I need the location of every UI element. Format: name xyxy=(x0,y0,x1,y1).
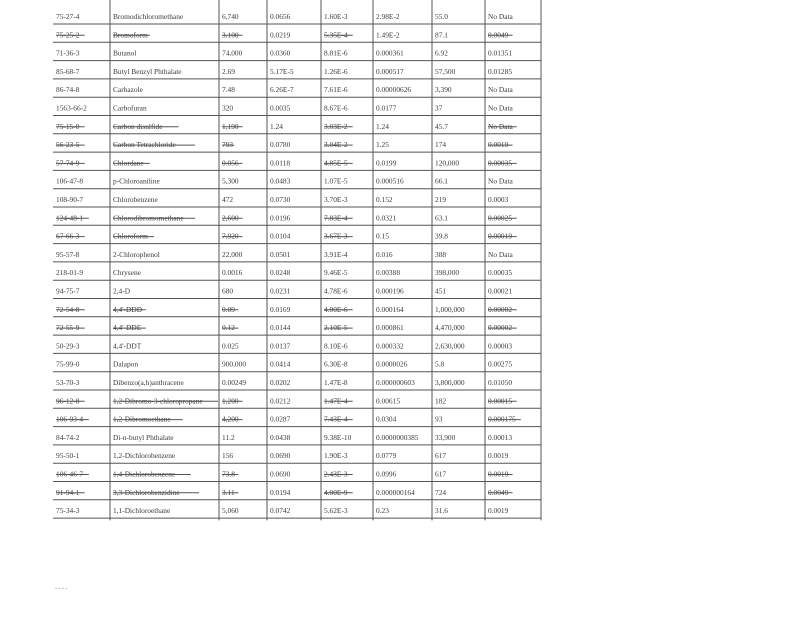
table-cell: 617 xyxy=(435,469,447,479)
table-cell: 0.0779 xyxy=(376,451,397,461)
table-cell: 9.46E-5 xyxy=(324,268,348,278)
table-cell: 5.35E-4 xyxy=(324,30,348,40)
table-cell: 7,920 xyxy=(222,231,239,241)
table-cell: 75-27-4 xyxy=(56,12,80,21)
table-cell: 66.1 xyxy=(435,176,448,186)
table-cell: 0.0000000385 xyxy=(376,432,419,442)
table-cell: No Data xyxy=(488,12,513,21)
table-cell: 0.15 xyxy=(376,231,389,241)
table-cell: 0.0219 xyxy=(270,30,291,40)
table-cell: 0.00615 xyxy=(376,396,401,406)
table-cell: 94-75-7 xyxy=(56,286,80,296)
table-cell: No Data xyxy=(488,85,513,95)
table-cell: 0.00002 xyxy=(488,304,513,314)
table-cell: 57-74-9 xyxy=(56,158,80,168)
table-cell: 2.10E-5 xyxy=(324,323,348,333)
table-cell: 0.0118 xyxy=(270,158,291,168)
table-cell: 5,060 xyxy=(222,506,239,516)
table-cell: 6,740 xyxy=(222,12,239,21)
table-cell: 4.00E-9 xyxy=(324,487,348,497)
table-cell: 75-34-3 xyxy=(56,506,80,516)
table-cell: 0.000517 xyxy=(376,66,404,76)
table-cell: 0.09 xyxy=(222,304,235,314)
table-cell: 4.78E-6 xyxy=(324,286,348,296)
table-cell: 2,600 xyxy=(222,213,239,223)
table-cell: 0.0248 xyxy=(270,268,291,278)
table-cell: 451 xyxy=(435,286,447,296)
table-cell: Chlorodibromomethane xyxy=(113,213,184,223)
table-cell: 4,4'-DDT xyxy=(113,341,142,351)
table-cell: 0.00015 xyxy=(488,396,513,406)
table-cell: 45.7 xyxy=(435,121,448,131)
table-cell: 71-36-3 xyxy=(56,48,80,58)
table-cell: 8.10E-6 xyxy=(324,341,348,351)
table-cell: 0.00275 xyxy=(488,359,513,369)
table-cell: 4,4'-DDE xyxy=(113,323,142,333)
table-cell: 0.0016 xyxy=(222,268,243,278)
table-cell: 0.00249 xyxy=(222,378,247,387)
table-cell: 680 xyxy=(222,286,234,296)
table-cell: 53-70-3 xyxy=(56,378,80,387)
table-cell: 0.0199 xyxy=(376,158,397,168)
table-cell: 95-57-8 xyxy=(56,249,80,259)
table-cell: 3,3-Dichlorobenzidine xyxy=(113,487,180,497)
table-cell: 0.056 xyxy=(222,158,239,168)
table-cell: 0.01351 xyxy=(488,48,513,58)
table-cell: 900,000 xyxy=(222,359,247,369)
table-cell: 57,500 xyxy=(435,66,456,76)
table-cell: 0.0019 xyxy=(488,506,509,516)
table-cell: 3,100 xyxy=(222,30,239,40)
table-cell: 0.000861 xyxy=(376,323,404,333)
table-cell: 6.26E-7 xyxy=(270,85,294,95)
table-cell: 73.8 xyxy=(222,469,235,479)
table-cell: 56-23-5 xyxy=(56,140,80,150)
table-cell: 0.000196 xyxy=(376,286,404,296)
table-cell: 156 xyxy=(222,451,234,461)
table-cell: 85-68-7 xyxy=(56,66,80,76)
table-cell: 1.24 xyxy=(270,121,283,131)
table-cell: 2.43E-3 xyxy=(324,469,348,479)
table-cell: 4.85E-5 xyxy=(324,158,348,168)
table-cell: 50-29-3 xyxy=(56,341,80,351)
table-cell: 0.000164 xyxy=(376,304,404,314)
table-cell: 96-12-8 xyxy=(56,396,80,406)
table-cell: Bromodichloromethane xyxy=(113,12,184,21)
table-cell: 724 xyxy=(435,487,447,497)
table-cell: 0.0231 xyxy=(270,286,291,296)
table-cell: 0.00003 xyxy=(488,341,513,351)
table-cell: 8.81E-6 xyxy=(324,48,348,58)
table-cell: 37 xyxy=(435,103,443,113)
table-cell: 1.49E-2 xyxy=(376,30,400,40)
table-cell: Chlordane xyxy=(113,158,144,168)
table-cell: 91-94-1 xyxy=(56,487,80,497)
table-cell: 2-Chlorophenol xyxy=(113,249,160,259)
table-cell: 3.11 xyxy=(222,487,235,497)
table-cell: 0.000361 xyxy=(376,48,404,58)
table-cell: 0.0035 xyxy=(270,103,291,113)
table-cell: 0.000000603 xyxy=(376,378,415,387)
table-cell: 0.0304 xyxy=(376,414,397,424)
table-cell: 0.0438 xyxy=(270,432,291,442)
table-cell: 320 xyxy=(222,103,234,113)
table-cell: 0.0049 xyxy=(488,30,509,40)
table-cell: 63.1 xyxy=(435,213,448,223)
table-cell: 3.67E-3 xyxy=(324,231,348,241)
table-cell: 0.01050 xyxy=(488,378,513,387)
table-cell: 1,2-Dibromo-3-chloropropane xyxy=(113,396,203,406)
table-cell: 0.025 xyxy=(222,341,239,351)
table-cell: 617 xyxy=(435,451,447,461)
table-cell: 0.0169 xyxy=(270,304,291,314)
table-cell: 0.0019 xyxy=(488,451,509,461)
table-cell: 0.0194 xyxy=(270,487,291,497)
page-footer-mark: - - - - xyxy=(55,586,68,592)
table-cell: 2.98E-2 xyxy=(376,12,400,21)
table-cell: Di-n-butyl Phthalate xyxy=(113,432,174,442)
table-cell: 3.03E-2 xyxy=(324,121,348,131)
table-cell: 55.0 xyxy=(435,12,448,21)
table-cell: No Data xyxy=(488,121,513,131)
table-cell: Bromoform xyxy=(113,30,148,40)
table-cell: 84-74-2 xyxy=(56,432,80,442)
table-cell: 0.00002 xyxy=(488,323,513,333)
table-cell: 3,390 xyxy=(435,85,452,95)
table-cell: 7.48 xyxy=(222,85,235,95)
table-cell: 0.0019 xyxy=(488,469,509,479)
table-cell: 2,630,000 xyxy=(435,341,465,351)
table-cell: p-Chloroaniline xyxy=(113,176,160,186)
table-cell: 1.26E-6 xyxy=(324,66,348,76)
table-cell: 2,4-D xyxy=(113,286,131,296)
table-cell: 0.00019 xyxy=(488,231,513,241)
table-cell: 4.00E-6 xyxy=(324,304,348,314)
table-cell: 0.0690 xyxy=(270,469,291,479)
table-cell: 0.00388 xyxy=(376,268,401,278)
table-cell: Butyl Benzyl Phthalate xyxy=(113,66,182,76)
table-cell: 1.25 xyxy=(376,140,389,150)
table-cell: 95-50-1 xyxy=(56,451,80,461)
table-cell: 0.000175 xyxy=(488,414,516,424)
table-cell: 1.24 xyxy=(376,121,389,131)
table-cell: 31.6 xyxy=(435,506,448,516)
table-cell: 5.17E-5 xyxy=(270,66,294,76)
table-cell: 0.0137 xyxy=(270,341,291,351)
table-cell: 0.0003 xyxy=(488,195,509,204)
table-cell: 74,000 xyxy=(222,48,243,58)
table-cell: 0.12 xyxy=(222,323,235,333)
table-cell: 0.00035 xyxy=(488,158,513,168)
table-cell: 106-46-7 xyxy=(56,469,84,479)
table-cell: No Data xyxy=(488,249,513,259)
table-cell: 174 xyxy=(435,140,447,150)
table-cell: No Data xyxy=(488,176,513,186)
table-cell: 0.0212 xyxy=(270,396,291,406)
table-cell: 75-25-2 xyxy=(56,30,80,40)
table-cell: 9.38E-10 xyxy=(324,432,352,442)
table-cell: 1.47E-4 xyxy=(324,396,348,406)
table-cell: 0.0780 xyxy=(270,140,291,150)
table-cell: 72-55-9 xyxy=(56,323,80,333)
table-cell: 7.83E-4 xyxy=(324,213,348,223)
table-cell: 1,200 xyxy=(222,396,239,406)
table-cell: 1.07E-5 xyxy=(324,176,348,186)
table-cell: 0.00000626 xyxy=(376,85,412,95)
table-cell: Carbon disulfide xyxy=(113,121,163,131)
table-cell: 106-47-8 xyxy=(56,176,84,186)
table-cell: 3.70E-3 xyxy=(324,195,348,204)
table-cell: 7.61E-6 xyxy=(324,85,348,95)
table-cell: 5.62E-3 xyxy=(324,506,348,516)
table-cell: 0.0177 xyxy=(376,103,397,113)
table-cell: 39.8 xyxy=(435,231,448,241)
table-cell: 0.152 xyxy=(376,195,393,204)
table-cell: 3,800,000 xyxy=(435,378,465,387)
table-cell: 124-48-1 xyxy=(56,213,84,223)
table-cell: 1,1-Dichloroethane xyxy=(113,506,171,516)
table-cell: 0.016 xyxy=(376,249,393,259)
table-cell: 4,200 xyxy=(222,414,239,424)
table-cell: 0.0360 xyxy=(270,48,291,58)
table-cell: 87.1 xyxy=(435,30,448,40)
table-cell: 793 xyxy=(222,140,234,150)
table-cell: Dibenzo(a,h)anthracene xyxy=(113,378,184,387)
table-cell: 0.0019 xyxy=(488,140,509,150)
table-cell: 472 xyxy=(222,195,234,204)
table-cell: 3.04E-2 xyxy=(324,140,348,150)
table-cell: 7.43E-4 xyxy=(324,414,348,424)
table-cell: 67-66-3 xyxy=(56,231,80,241)
table-cell: 0.0656 xyxy=(270,12,291,21)
table-cell: 1,4-Dichlorobenzene xyxy=(113,469,176,479)
table-cell: 33,900 xyxy=(435,432,456,442)
table-cell: 0.0287 xyxy=(270,414,291,424)
table-cell: Chrysene xyxy=(113,268,141,278)
table-cell: 8.67E-6 xyxy=(324,103,348,113)
table-cell: 3.91E-4 xyxy=(324,249,348,259)
table-cell: 5,300 xyxy=(222,176,239,186)
table-cell: 0.0501 xyxy=(270,249,291,259)
table-cell: 0.000000164 xyxy=(376,487,415,497)
table-cell: 75-15-0 xyxy=(56,121,80,131)
table-cell: 0.0690 xyxy=(270,451,291,461)
table-cell: 0.0321 xyxy=(376,213,397,223)
table-cell: 5.8 xyxy=(435,359,445,369)
table-cell: 75-99-0 xyxy=(56,359,80,369)
table-cell: 0.0483 xyxy=(270,176,291,186)
table-cell: Chlorobenzene xyxy=(113,195,158,204)
table-cell: 120,000 xyxy=(435,158,460,168)
table-cell: 0.0202 xyxy=(270,378,291,387)
table-cell: 2.69 xyxy=(222,66,235,76)
table-cell: 1,2-Dichlorobenzene xyxy=(113,451,176,461)
table-cell: 86-74-8 xyxy=(56,85,80,95)
table-cell: 0.0104 xyxy=(270,231,291,241)
table-cell: 72-54-8 xyxy=(56,304,80,314)
table-cell: 1.90E-3 xyxy=(324,451,348,461)
table-cell: 0.23 xyxy=(376,506,389,516)
table-cell: 4,4'-DDD xyxy=(113,304,143,314)
table-cell: 108-90-7 xyxy=(56,195,84,204)
table-cell: 6.30E-8 xyxy=(324,359,348,369)
table-cell: 1,000,000 xyxy=(435,304,465,314)
table-cell: 182 xyxy=(435,396,447,406)
table-cell: 4,470,000 xyxy=(435,323,465,333)
table-cell: 1.60E-3 xyxy=(324,12,348,21)
table-cell: 0.0742 xyxy=(270,506,291,516)
table-cell: 0.000516 xyxy=(376,176,404,186)
table-cell: Dalapon xyxy=(113,359,139,369)
table-cell: 219 xyxy=(435,195,447,204)
table-cell: Carbazole xyxy=(113,85,143,95)
table-cell: 0.0196 xyxy=(270,213,291,223)
table-cell: 1.47E-8 xyxy=(324,378,348,387)
table-cell: 0.00013 xyxy=(488,432,513,442)
table-cell: 398,000 xyxy=(435,268,460,278)
table-cell: 0.000332 xyxy=(376,341,404,351)
table-cell: 0.01285 xyxy=(488,66,513,76)
table-cell: 6.92 xyxy=(435,48,448,58)
table-cell: 93 xyxy=(435,414,443,424)
table-cell: 0.00021 xyxy=(488,286,513,296)
table-cell: 1,2-Dibromoethane xyxy=(113,414,171,424)
table-cell: 0.0414 xyxy=(270,359,291,369)
table-cell: Chloroform xyxy=(113,231,148,241)
table-cell: Carbon Tetrachloride xyxy=(113,140,176,150)
table-cell: Butanol xyxy=(113,48,137,58)
table-cell: 388 xyxy=(435,249,447,259)
table-cell: 106-93-4 xyxy=(56,414,84,424)
table-cell: No Data xyxy=(488,103,513,113)
table-cell: 0.00035 xyxy=(488,268,513,278)
table-cell: 0.0049 xyxy=(488,487,509,497)
table-cell: 0.0996 xyxy=(376,469,397,479)
table-cell: 22,000 xyxy=(222,249,243,259)
table-cell: 0.0000026 xyxy=(376,359,408,369)
table-cell: 218-01-9 xyxy=(56,268,84,278)
table-cell: 1563-66-2 xyxy=(56,103,87,113)
table-cell: 11.2 xyxy=(222,432,235,442)
table-cell: 0.00025 xyxy=(488,213,513,223)
table-cell: 0.0730 xyxy=(270,195,291,204)
table-cell: 0.0144 xyxy=(270,323,291,333)
table-cell: Carbofuran xyxy=(113,103,147,113)
table-cell: 1,190 xyxy=(222,121,239,131)
